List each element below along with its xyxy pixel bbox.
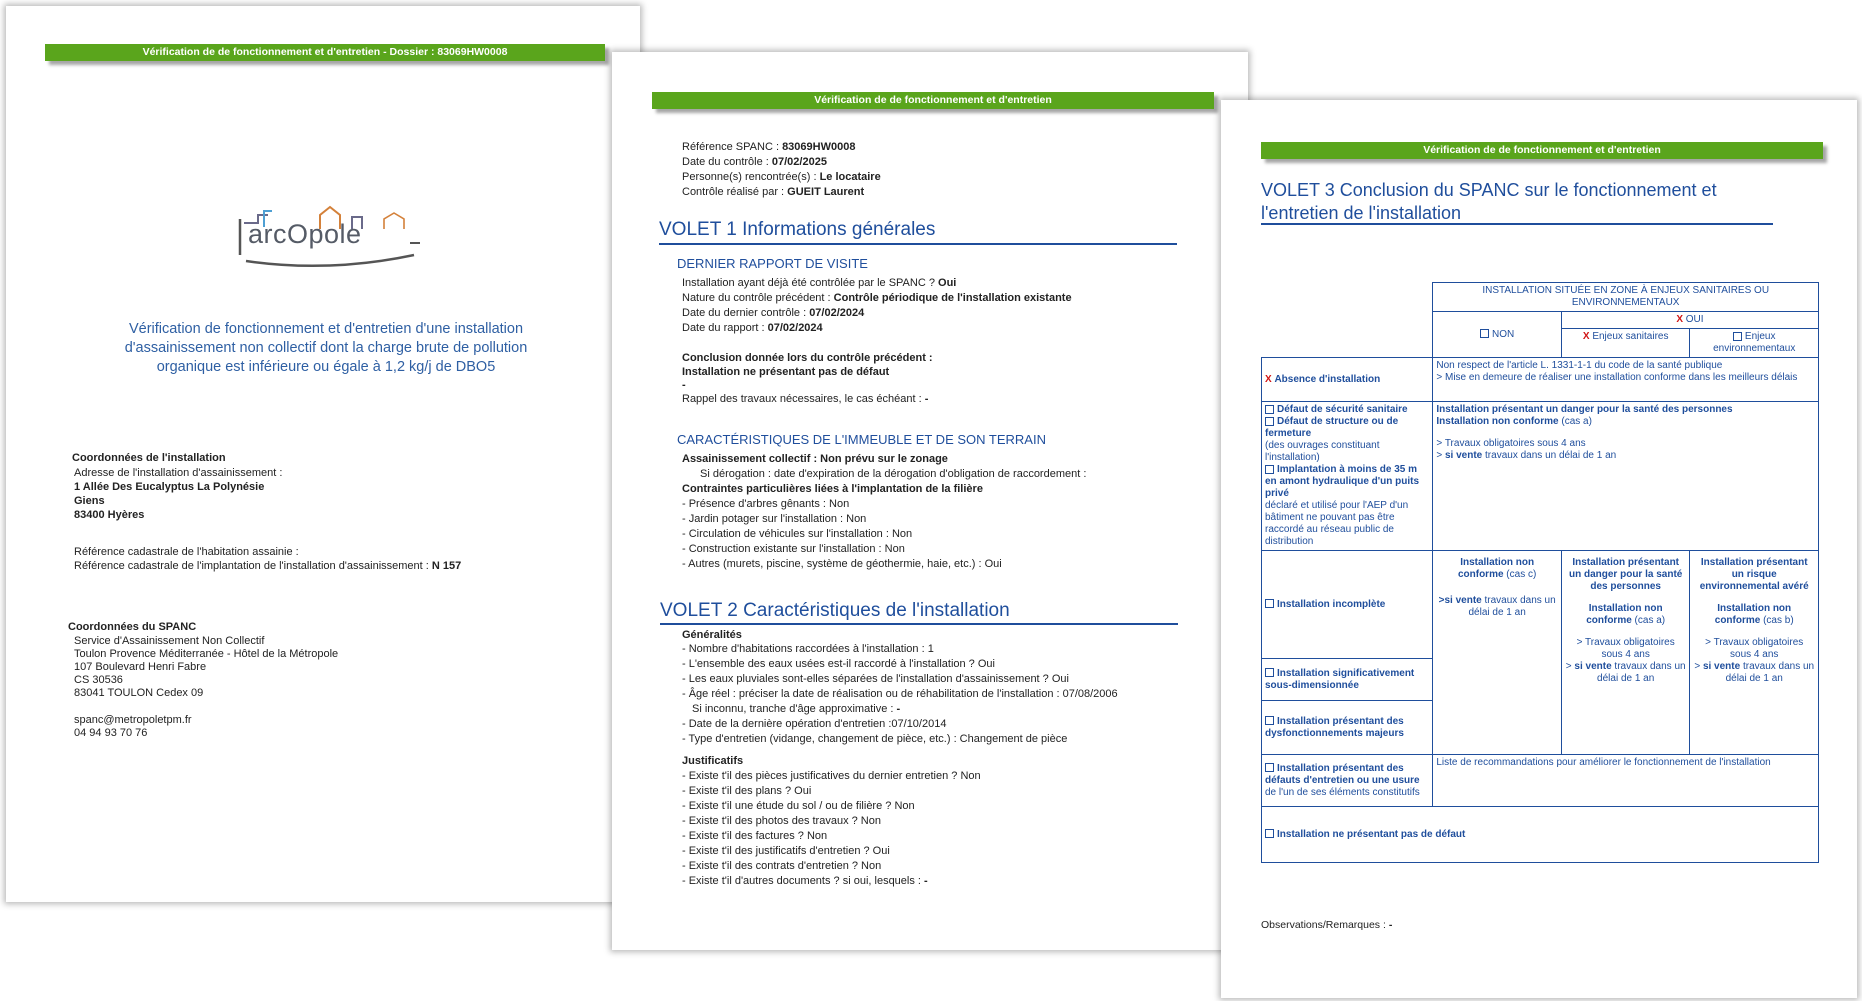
- checkbox-unchecked-icon: [1265, 405, 1274, 414]
- checkbox-unchecked-icon: [1265, 829, 1274, 838]
- last-visit-row2-label: Nature du contrôle précédent :: [682, 292, 834, 304]
- col2-works-2: [1565, 661, 1687, 685]
- col-risk-b: [1690, 551, 1819, 755]
- defect-security: Défaut de sécurité sanitaire: [1277, 404, 1408, 415]
- generality-5: [692, 702, 900, 717]
- controller: [682, 185, 864, 200]
- justificatif-2: - Existe t'il des plans ? Oui: [682, 785, 812, 797]
- install-section-title: Coordonnées de l'installation: [72, 452, 226, 464]
- collective-sanitation: Assainissement collectif : Non prévu sur le zonage: [682, 453, 948, 465]
- col2-works-1: > Travaux obligatoires sous 4 ans: [1576, 637, 1675, 660]
- ref-spanc-value: 83069HW0008: [782, 141, 856, 153]
- volet2-underline: [660, 623, 1178, 625]
- generalities-title: Généralités: [682, 629, 742, 641]
- report-cover-page: [6, 6, 640, 902]
- row-no-defect-label: Installation ne présentant pas de défaut: [1277, 828, 1466, 840]
- observations: [1261, 918, 1392, 933]
- control-date-value: 07/02/2025: [771, 156, 827, 168]
- spanc-line2a: Toulon Provence Méditerranée -: [74, 648, 234, 660]
- constraints-title: Contraintes particulières liées à l'implantation de la filière: [682, 483, 983, 495]
- col3-works-2b: si vente: [1702, 661, 1741, 672]
- zone-oui-label: OUI: [1685, 314, 1704, 325]
- col3-works-2: [1693, 661, 1815, 685]
- checkbox-unchecked-icon: [1265, 668, 1274, 677]
- generality-5-value: -: [896, 703, 901, 715]
- danger-nc-case: (cas a): [1558, 416, 1592, 427]
- row-malfunctions: [1262, 701, 1433, 755]
- danger-works-2a: >: [1436, 450, 1445, 461]
- spanc-line4: CS 30536: [74, 674, 123, 686]
- enjeux-sanitaires: [1561, 329, 1690, 358]
- row-absence-label: Absence d'installation: [1274, 373, 1381, 385]
- report-general-info-page: [612, 52, 1248, 950]
- previous-conclusion-dash: -: [682, 379, 686, 391]
- volet1-heading: VOLET 1 Informations générales: [659, 219, 936, 240]
- arcopole-logo: [234, 201, 424, 271]
- checkbox-unchecked-icon: [1265, 716, 1274, 725]
- col1-vente-a: >si vente: [1438, 595, 1482, 606]
- constraint-1: - Présence d'arbres gênants : Non: [682, 498, 850, 510]
- ref-spanc-label: Référence SPANC :: [682, 141, 783, 153]
- row-no-defect: [1262, 807, 1819, 863]
- checkbox-unchecked-icon: [1733, 332, 1742, 341]
- last-visit-row2: [682, 291, 1072, 306]
- building-heading: CARACTÉRISTIQUES DE L'IMMEUBLE ET DE SON TERRAIN: [677, 432, 1046, 447]
- last-visit-row3: [682, 306, 864, 321]
- row-maintenance-note: de l'un de ses éléments constitutifs: [1265, 786, 1420, 798]
- cadastral-ref-install: [74, 559, 461, 574]
- last-visit-row1: [682, 276, 956, 291]
- enjeux-environnementaux-label: Enjeux environnementaux: [1713, 331, 1796, 354]
- checkbox-unchecked-icon: [1265, 465, 1274, 474]
- ref-spanc: [682, 140, 855, 155]
- last-visit-row3-label: Date du dernier contrôle :: [682, 307, 810, 319]
- works-reminder: [682, 392, 928, 407]
- persons-met-label: Personne(s) rencontrée(s) :: [682, 171, 820, 183]
- col3-nc: Installation non conforme: [1714, 603, 1792, 626]
- checkbox-unchecked-icon: [1265, 417, 1274, 426]
- col2-works-2b: si vente: [1574, 661, 1612, 672]
- control-date: [682, 155, 827, 170]
- justificatif-7: - Existe t'il des contrats d'entretien ? Non: [682, 860, 882, 872]
- page-banner: Vérification de de fonctionnement et d'entretien: [652, 92, 1214, 109]
- install-address-line2: Giens: [74, 495, 105, 507]
- justificatif-8-label: - Existe t'il d'autres documents ? si oui, lesquels :: [682, 875, 925, 887]
- row-incomplete: [1262, 551, 1433, 659]
- justificatif-8-value: -: [924, 875, 928, 887]
- row-undersized-label: Installation significativement sous-dimensionnée: [1265, 667, 1415, 691]
- constraint-4: - Construction existante sur l'installation : Non: [682, 543, 905, 555]
- justificatif-8: [682, 874, 928, 889]
- checkbox-unchecked-icon: [1480, 329, 1489, 338]
- spanc-phone: 04 94 93 70 76: [74, 727, 148, 739]
- last-visit-row4-value: 07/02/2024: [767, 322, 823, 334]
- spanc-line2b: Hôtel de la Métropole: [233, 648, 339, 660]
- checkbox-x-icon: X: [1582, 331, 1590, 342]
- row-undersized: [1262, 659, 1433, 701]
- defect-structure-note: (des ouvrages constituant l'installation): [1265, 440, 1380, 463]
- observations-label: Observations/Remarques :: [1261, 919, 1389, 931]
- works-reminder-value: -: [924, 393, 929, 405]
- report-intro-title: Vérification de fonctionnement et d'entretien d'une installation d'assainissement non collectif dont la charge brute de pollution organique est inférieure ou égale à 1,2 kg/j de DBO5: [124, 321, 528, 375]
- spanc-email[interactable]: spanc@metropoletpm.fr: [74, 714, 192, 726]
- control-date-label: Date du contrôle :: [682, 156, 772, 168]
- install-address-line1: 1 Allée Des Eucalyptus La Polynésie: [74, 481, 265, 493]
- page-banner: Vérification de de fonctionnement et d'entretien - Dossier : 83069HW0008: [45, 44, 605, 61]
- generality-4: - Âge réel : préciser la date de réalisation ou de réhabilitation de l'installation : 07/08/2006: [682, 688, 1118, 700]
- install-address-line3: 83400 Hyères: [74, 509, 145, 521]
- constraint-2: - Jardin potager sur l'installation : Non: [682, 513, 867, 525]
- col2-works-2a: >: [1565, 661, 1575, 672]
- defect-implantation-note: déclaré et utilisé pour l'AEP d'un bâtiment ne pouvant pas être raccordé au réseau public de distribution: [1265, 500, 1409, 547]
- previous-conclusion-title: Conclusion donnée lors du contrôle précédent :: [682, 352, 933, 364]
- danger-works-2c: travaux dans un délai de 1 an: [1482, 450, 1617, 461]
- defect-structure: Défaut de structure ou de fermeture: [1265, 416, 1399, 439]
- last-visit-heading: DERNIER RAPPORT DE VISITE: [677, 256, 868, 271]
- col-danger-a: [1561, 551, 1690, 755]
- col3-title: Installation présentant un risque environnemental avéré: [1699, 557, 1809, 592]
- last-visit-row1-label: Installation ayant déjà été contrôlée par le SPANC ?: [682, 277, 939, 289]
- table-corner-empty: [1262, 312, 1433, 329]
- generality-3: - Les eaux pluviales sont-elles séparées de l'installation d'assainissement ? Oui: [682, 673, 1069, 685]
- absence-consequence: [1433, 358, 1819, 402]
- generality-1: - Nombre d'habitations raccordées à l'installation : 1: [682, 643, 934, 655]
- danger-works-2: [1436, 450, 1815, 462]
- col1-title: Installation non conforme: [1457, 557, 1535, 580]
- page-banner: Vérification de de fonctionnement et d'entretien: [1261, 142, 1823, 159]
- justificatif-6: - Existe t'il des justificatifs d'entretien ? Oui: [682, 845, 890, 857]
- checkbox-unchecked-icon: [1265, 763, 1274, 772]
- report-conclusion-page: [1221, 100, 1857, 998]
- justificatif-4: - Existe t'il des photos des travaux ? Non: [682, 815, 881, 827]
- spanc-line5: 83041 TOULON Cedex 09: [74, 687, 204, 699]
- justificatifs-title: Justificatifs: [682, 755, 744, 767]
- install-address-label: Adresse de l'installation d'assainissement :: [74, 467, 283, 479]
- col3-works-2c: travaux dans un délai de 1 an: [1725, 661, 1815, 684]
- danger-consequence: [1433, 402, 1819, 551]
- justificatif-3: - Existe t'il une étude du sol / ou de filière ? Non: [682, 800, 915, 812]
- volet2-heading: VOLET 2 Caractéristiques de l'installation: [660, 600, 1010, 621]
- generality-7: - Type d'entretien (vidange, changement de pièce, etc.) : Changement de pièce: [682, 733, 1068, 745]
- col-non-conforme-c: [1433, 551, 1562, 755]
- spanc-line1: Service d'Assainissement Non Collectif: [74, 635, 265, 647]
- spanc-line3: 107 Boulevard Henri Fabre: [74, 661, 207, 673]
- spanc-section-title: Coordonnées du SPANC: [68, 621, 197, 633]
- cadastral-ref-install-label: Référence cadastrale de l'implantation de l'installation d'assainissement :: [74, 560, 432, 572]
- last-visit-row2-value: Contrôle périodique de l'installation existante: [833, 292, 1072, 304]
- col2-nc: Installation non conforme: [1586, 603, 1663, 626]
- col2-works-2c: travaux dans un délai de 1 an: [1597, 661, 1686, 684]
- works-reminder-label: Rappel des travaux nécessaires, le cas échéant :: [682, 393, 925, 405]
- generality-6: - Date de la dernière opération d'entretien :07/10/2014: [682, 718, 947, 730]
- absence-text-2: > Mise en demeure de réaliser une installation conforme dans les meilleurs délais: [1436, 372, 1798, 383]
- table-corner-empty: [1262, 329, 1433, 358]
- last-visit-row4: [682, 321, 823, 336]
- conclusion-table: [1261, 282, 1819, 863]
- col3-case: (cas b): [1760, 615, 1794, 626]
- danger-works-2b: si vente: [1445, 450, 1483, 461]
- volet1-underline: [659, 243, 1177, 245]
- observations-value: -: [1388, 919, 1393, 931]
- zone-non: [1433, 312, 1562, 358]
- controller-value: GUEIT Laurent: [787, 186, 865, 198]
- checkbox-unchecked-icon: [1265, 599, 1274, 608]
- justificatif-1: - Existe t'il des pièces justificatives du dernier entretien ? Non: [682, 770, 981, 782]
- volet3-underline: [1261, 223, 1773, 225]
- generality-5-label: Si inconnu, tranche d'âge approximative :: [692, 703, 897, 715]
- col1-vente-b: travaux dans un délai de 1 an: [1468, 595, 1556, 618]
- cadastral-ref-install-value: N 157: [431, 560, 462, 572]
- col3-works-2a: >: [1694, 661, 1703, 672]
- checkbox-x-icon: X: [1265, 373, 1272, 385]
- col2-case: (cas a): [1631, 615, 1666, 626]
- defect-implantation: Implantation à moins de 35 m en amont hydraulique d'un puits privé: [1265, 464, 1420, 499]
- cadastral-ref-home: Référence cadastrale de l'habitation assainie :: [74, 546, 299, 558]
- zone-non-label: NON: [1492, 328, 1515, 340]
- danger-title: Installation présentant un danger pour la santé des personnes: [1436, 404, 1733, 415]
- row-maintenance-label: Installation présentant des défauts d'entretien ou une usure: [1265, 762, 1420, 786]
- enjeux-environnementaux: [1690, 329, 1819, 358]
- row-incomplete-label: Installation incomplète: [1277, 598, 1386, 610]
- constraint-3: - Circulation de véhicules sur l'installation : Non: [682, 528, 913, 540]
- danger-works-1: > Travaux obligatoires sous 4 ans: [1436, 438, 1586, 449]
- last-visit-row3-value: 07/02/2024: [809, 307, 865, 319]
- zone-header: INSTALLATION SITUÉE EN ZONE À ENJEUX SANITAIRES OU ENVIRONNEMENTAUX: [1433, 283, 1819, 312]
- enjeux-sanitaires-label: Enjeux sanitaires: [1592, 331, 1669, 342]
- zone-oui: [1561, 312, 1818, 329]
- row-maintenance: [1262, 755, 1433, 807]
- danger-nc: Installation non conforme: [1436, 416, 1559, 427]
- row-malfunctions-label: Installation présentant des dysfonctionnements majeurs: [1265, 715, 1404, 739]
- volet3-heading-line2: l'entretien de l'installation: [1261, 203, 1461, 223]
- col1-case: (cas c): [1503, 569, 1537, 580]
- logo-wordmark: arcOpole: [248, 219, 362, 249]
- maintenance-recommendations: Liste de recommandations pour améliorer le fonctionnement de l'installation: [1433, 755, 1819, 807]
- table-corner-empty: [1262, 283, 1433, 312]
- volet3-heading-line1: VOLET 3 Conclusion du SPANC sur le fonctionnement et: [1261, 180, 1717, 200]
- last-visit-row4-label: Date du rapport :: [682, 322, 768, 334]
- justificatif-5: - Existe t'il des factures ? Non: [682, 830, 828, 842]
- persons-met-value: Le locataire: [819, 171, 881, 183]
- controller-label: Contrôle réalisé par :: [682, 186, 788, 198]
- previous-conclusion-value: Installation ne présentant pas de défaut: [682, 366, 890, 378]
- row-defects: [1262, 402, 1433, 551]
- col2-title: Installation présentant un danger pour la santé des personnes: [1568, 557, 1683, 592]
- constraint-5: - Autres (murets, piscine, système de géothermie, haie, etc.) : Oui: [682, 558, 1002, 570]
- generality-2: - L'ensemble des eaux usées est-il raccordé à l'installation ? Oui: [682, 658, 995, 670]
- row-absence: [1262, 358, 1433, 402]
- derogation-row: Si dérogation : date d'expiration de la dérogation d'obligation de raccordement :: [700, 468, 1087, 480]
- persons-met: [682, 170, 881, 185]
- last-visit-row1-value: Oui: [938, 277, 957, 289]
- checkbox-x-icon: X: [1676, 314, 1683, 325]
- absence-text-1: Non respect de l'article L. 1331-1-1 du code de la santé publique: [1436, 360, 1723, 371]
- col3-works-1: > Travaux obligatoires sous 4 ans: [1705, 637, 1804, 660]
